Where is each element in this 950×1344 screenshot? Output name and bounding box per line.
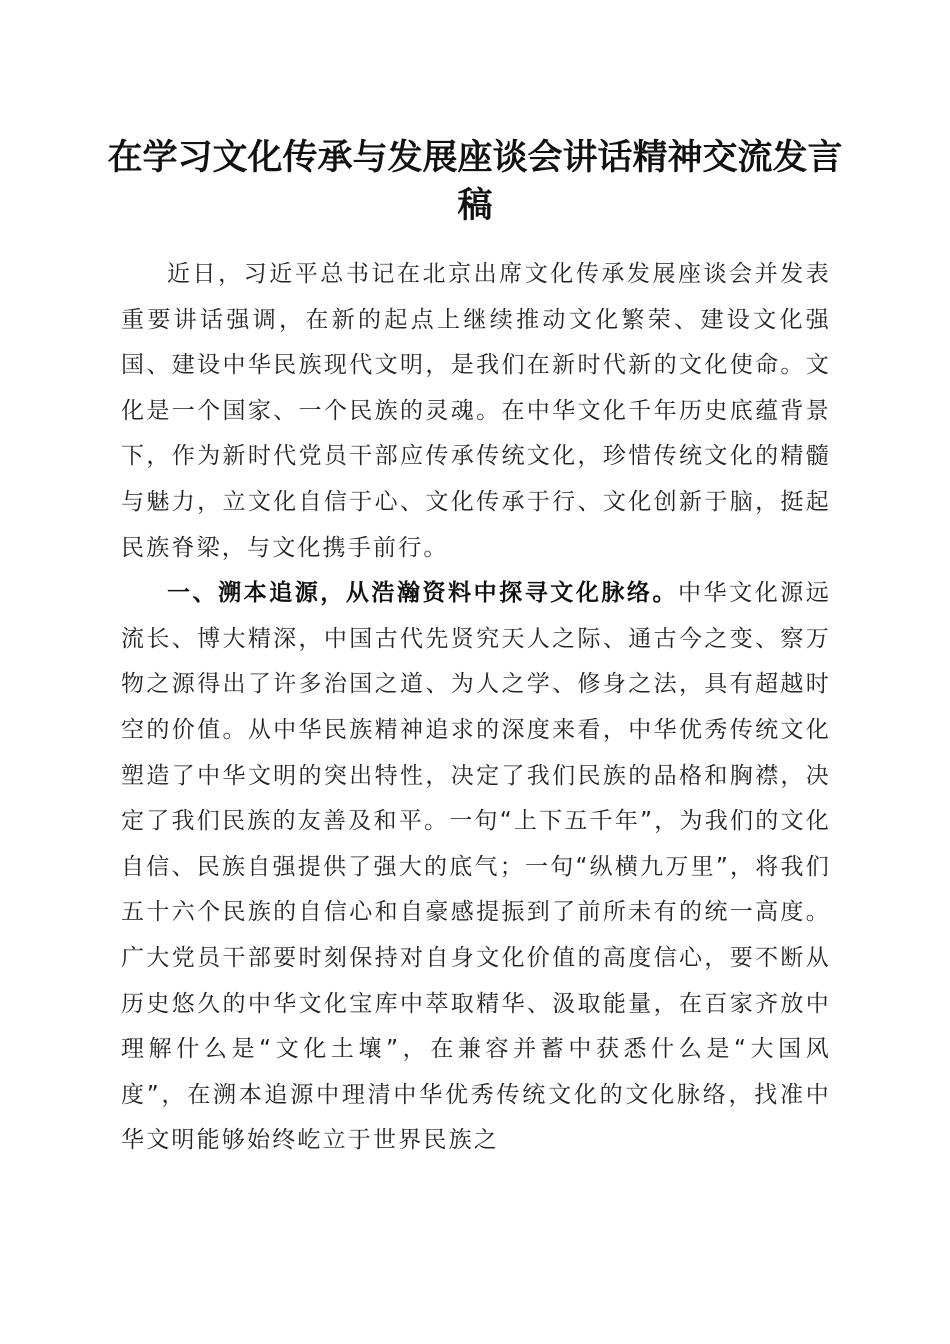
document-title: 在学习文化传承与发展座谈会讲话精神交流发言稿 — [107, 137, 843, 226]
paragraph-section-1 — [121, 571, 831, 1164]
section-1-text: 中华文化源远流长、博大精深，中国古代先贤究天人之际、通古今之变、察万物之源得出了许多治国之道、为人之学、修身之法，具有超越时空的价值。从中华民族精神追求的深度来看，中华优秀传统文化塑造了中华文明的突出特性，决定了我们民族的品格和胸襟，决定了我们民族的友善及和平。一句“上下五千年”，为我们的文化自信、民族自强提供了强大的底气；一句“纵横九万里”，将我们五十六个民族的自信心和自豪感提振到了前所未有的统一高度。广大党员干部要时刻保持对自身文化价值的高度信心，要不断从历史悠久的中华文化宝库中萃取精华、汲取能量，在百家齐放中理解什么是“文化土壤”，在兼容并蓄中获悉什么是“大国风度”，在溯本追源中理清中华优秀传统文化的文化脉络，找准中华文明能够始终屹立于世界民族之 — [121, 580, 832, 1154]
document-body — [121, 252, 831, 1164]
paragraph-intro-text: 近日，习近平总书记在北京出席文化传承发展座谈会并发表重要讲话强调，在新的起点上继续推动文化繁荣、建设文化强国、建设中华民族现代文明，是我们在新时代新的文化使命。文化是一个国家、一个民族的灵魂。在中华文化千年历史底蕴背景下，作为新时代党员干部应传承传统文化，珍惜传统文化的精髓与魅力，立文化自信于心、文化传承于行、文化创新于脑，挺起民族脊梁，与文化携手前行。 — [121, 261, 831, 561]
section-1-heading: 一、溯本追源，从浩瀚资料中探寻文化脉络。 — [167, 580, 679, 607]
paragraph-intro — [121, 252, 831, 571]
